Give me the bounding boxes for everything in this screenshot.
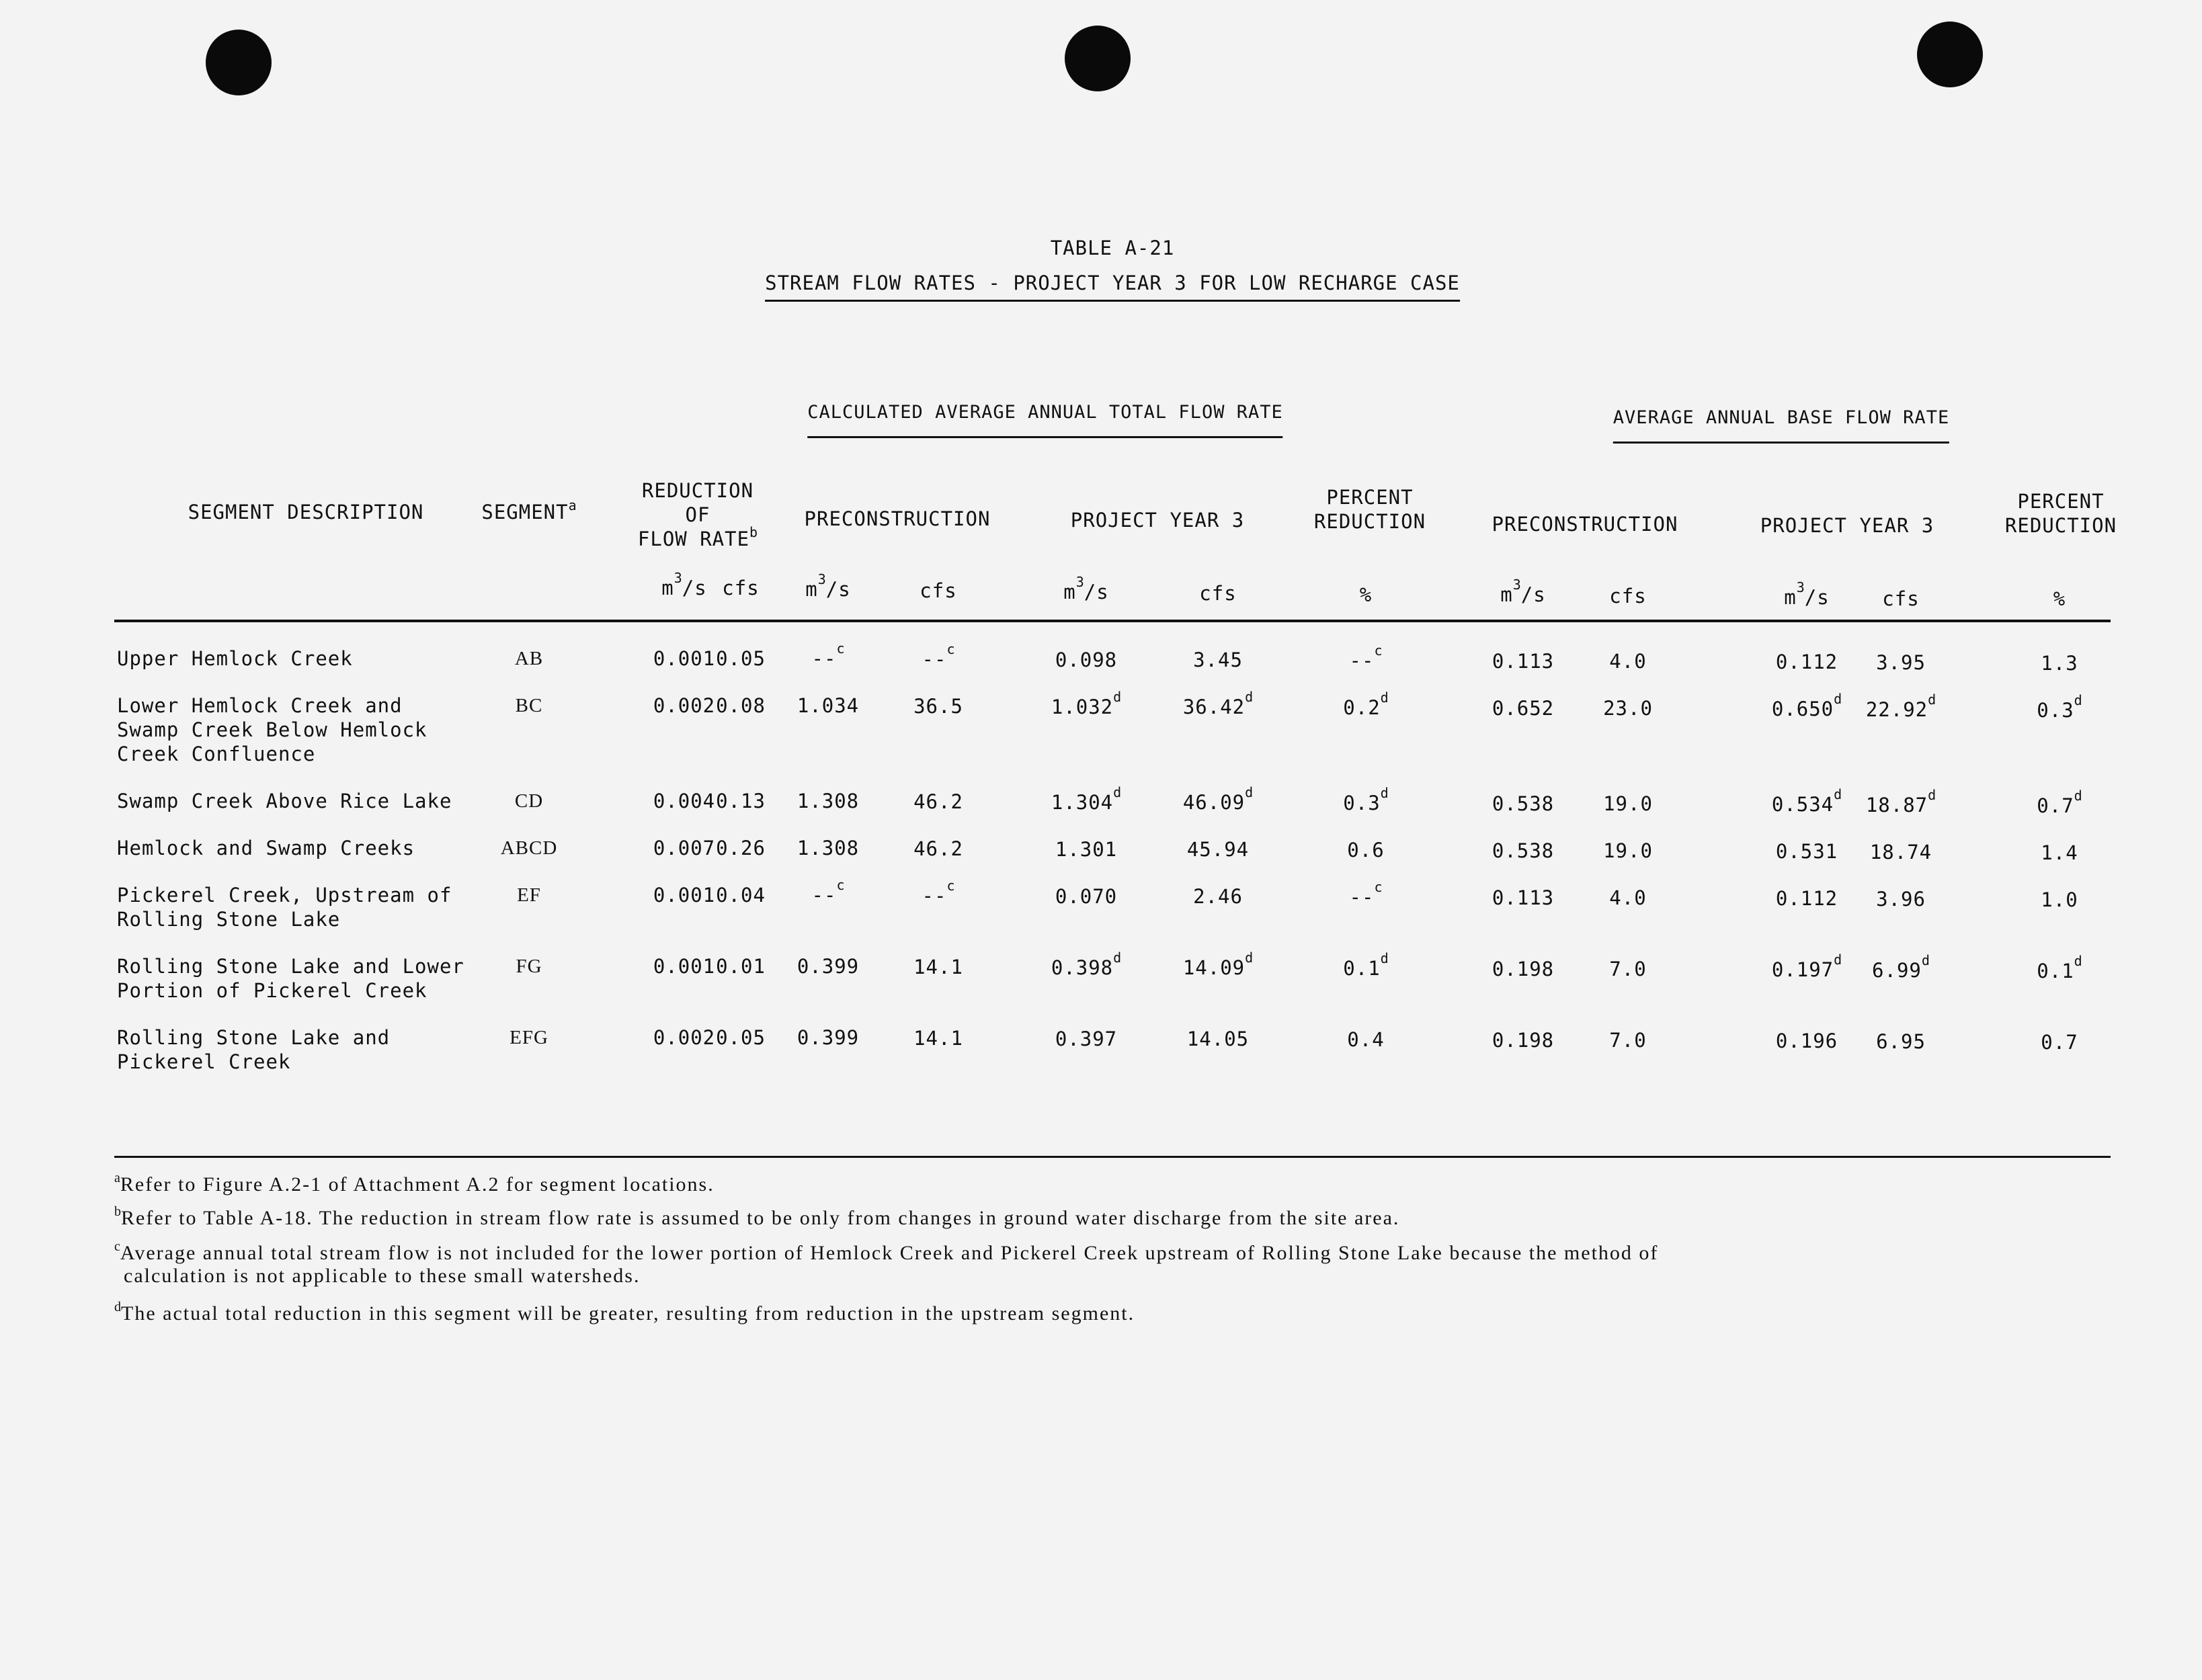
table-cell [1876, 1030, 1926, 1053]
unit-m3s-exponent: 3 [674, 570, 682, 586]
segment-code: ABCD [500, 837, 558, 859]
footnote-mark: d [1113, 689, 1122, 705]
cell-value: 0.6 [1347, 839, 1385, 862]
cell-value: 14.1 [913, 956, 963, 978]
cell-value: 1.308 [797, 790, 860, 812]
table-cell [1492, 1029, 1554, 1052]
table-cell [1876, 888, 1926, 911]
cell-value: 45.94 [1186, 838, 1250, 861]
footnote-mark: d [1113, 950, 1122, 966]
cell-value: 7.0 [1609, 1029, 1647, 1052]
cell-value: 19.0 [1603, 792, 1653, 815]
segment-description-line: Rolling Stone Lake and Lower [117, 955, 464, 978]
table-cell [1870, 841, 1932, 864]
header-percent-line2: REDUCTION [2004, 514, 2117, 537]
header-reduction-line2: OF [685, 503, 710, 526]
footnote-mark: d [1834, 691, 1842, 707]
segment-description-line: Hemlock and Swamp Creeks [117, 837, 415, 859]
unit-m3s-prefix: m [1784, 586, 1797, 609]
cell-value: -- [922, 884, 947, 907]
cell-value: 0.113 [1492, 650, 1555, 673]
table-cell [913, 837, 963, 860]
table-cell [1193, 885, 1243, 908]
footnote-mark: c [836, 877, 845, 893]
table-cell [1865, 787, 1936, 816]
table-cell [1349, 642, 1383, 672]
table-cell [2037, 953, 2082, 982]
segment-description-line: Pickerel Creek, Upstream of [117, 884, 452, 907]
footnote [114, 1204, 1400, 1230]
table-cell [1609, 1029, 1646, 1052]
footnote-mark: d [1380, 689, 1389, 706]
table-cell [922, 641, 955, 671]
segment-description [117, 694, 427, 766]
footnote-mark: d [1245, 784, 1254, 800]
table-cell [1492, 650, 1554, 673]
unit-m3s-exponent: 3 [1512, 577, 1521, 593]
segment-description-line: Rolling Stone Lake and [117, 1026, 391, 1049]
footnote-mark: d [1245, 689, 1254, 705]
table-cell [797, 790, 859, 812]
cell-value: 1.304 [1051, 791, 1114, 814]
cell-value: 7.0 [1609, 958, 1647, 980]
unit-m3s-suffix: /s [682, 577, 707, 599]
header-percent-line2: REDUCTION [1313, 510, 1426, 533]
segment-description-line: Lower Hemlock Creek and [117, 694, 403, 717]
punch-hole-left [206, 30, 272, 95]
cell-value: 0.1 [2037, 960, 2074, 982]
table-cell [1055, 648, 1117, 671]
cell-value: 23.0 [1603, 697, 1653, 720]
table-cell [1347, 839, 1384, 862]
footnote-mark: d [1921, 952, 1930, 968]
table-cell [653, 1026, 715, 1049]
cell-value: 22.92 [1865, 698, 1928, 721]
table-cell [811, 877, 845, 907]
cell-value: 0.399 [797, 1026, 860, 1049]
cell-value: 0.538 [1492, 792, 1555, 815]
footnote-mark: d [1380, 950, 1389, 966]
cell-value: 0.05 [716, 647, 766, 670]
unit-m3s-exponent: 3 [1075, 574, 1084, 590]
segment-description [117, 883, 452, 931]
cell-value: 36.42 [1182, 696, 1246, 718]
table-cell [1492, 886, 1554, 909]
cell-value: 19.0 [1603, 839, 1653, 862]
table-cell [1055, 885, 1117, 908]
unit-m3s-prefix: m [805, 578, 818, 601]
unit-m3s-suffix: /s [825, 578, 851, 601]
table-cell [716, 884, 766, 907]
cell-value: 2.46 [1193, 885, 1243, 908]
table-cell [1492, 839, 1554, 862]
header-reduction-line3-text: FLOW RATE [637, 528, 750, 550]
header-project-year-total: PROJECT YEAR 3 [1070, 509, 1245, 532]
unit-m3s-prefix: m [1500, 583, 1513, 606]
table-title: TABLE A-21 [1050, 237, 1175, 259]
unit-cfs: cfs [1609, 585, 1647, 607]
unit-m3s-prefix: m [661, 577, 674, 599]
table-cell [1865, 691, 1936, 721]
table-cell [913, 790, 963, 813]
cell-value: 0.538 [1492, 839, 1555, 862]
cell-value: 0.04 [716, 884, 766, 907]
footnote-mark: d [1928, 787, 1936, 803]
segment-description [117, 646, 353, 671]
table-cell [653, 837, 715, 859]
table-cell [1492, 697, 1554, 720]
cell-value: -- [1349, 649, 1375, 672]
table-cell [653, 647, 715, 670]
footnote-mark: c [1374, 879, 1383, 895]
table-cell [1343, 785, 1389, 814]
table-cell [1771, 691, 1842, 720]
cell-value: 14.1 [913, 1027, 963, 1050]
unit-cfs: cfs [1199, 582, 1237, 605]
header-percent-reduction-base [2005, 489, 2117, 538]
table-cell [1347, 1028, 1384, 1051]
cell-value: -- [811, 884, 837, 907]
cell-value: 0.198 [1492, 1029, 1555, 1052]
segment-code: EF [517, 884, 541, 906]
unit-m3s-suffix: /s [1804, 586, 1830, 609]
cell-value: 0.652 [1492, 697, 1555, 720]
unit-m3s-exponent: 3 [817, 571, 826, 587]
cell-value: 0.650 [1771, 698, 1834, 720]
table-cell [1776, 840, 1838, 863]
table-cell [2041, 841, 2078, 864]
cell-value: 0.399 [797, 955, 860, 978]
segment-code: AB [514, 648, 544, 669]
cell-value: 0.2 [1343, 696, 1381, 719]
unit-m3s [661, 570, 707, 599]
table-cell [913, 956, 963, 978]
table-cell [1051, 950, 1122, 979]
table-cell [1343, 689, 1389, 719]
table-cell [1187, 1027, 1249, 1050]
header-reduction-of-flow-rate [638, 478, 758, 551]
segment-description-line: Swamp Creek Below Hemlock [117, 718, 427, 741]
cell-value: 3.95 [1876, 651, 1926, 674]
footnote [114, 1173, 715, 1196]
table-cell [653, 694, 715, 717]
header-percent-line1: PERCENT [2017, 490, 2105, 513]
segment-description [117, 836, 415, 860]
cell-value: 0.398 [1051, 956, 1114, 979]
cell-value: 0.7 [2041, 1031, 2078, 1054]
unit-cfs: cfs [722, 577, 760, 599]
table-cell [797, 1026, 859, 1049]
cell-value: 0.007 [653, 837, 716, 859]
unit-m3s-exponent: 3 [1796, 579, 1805, 595]
punch-hole-center [1065, 26, 1131, 91]
table-cell [1776, 650, 1838, 673]
table-cell [653, 955, 715, 978]
footnote-text: The actual total reduction in this segment will be greater, resulting from reduction in the upstream segment. [121, 1302, 1135, 1325]
table-cell [1051, 689, 1122, 718]
cell-value: 0.112 [1775, 650, 1838, 673]
segment-description-line: Swamp Creek Above Rice Lake [117, 790, 452, 812]
footnote-text-continued: calculation is not applicable to these small watersheds. [124, 1265, 641, 1287]
footnote-text: Refer to Figure A.2-1 of Attachment A.2 for segment locations. [120, 1173, 715, 1195]
segment-code: EFG [509, 1027, 548, 1048]
cell-value: 0.13 [716, 790, 766, 812]
cell-value: 0.001 [653, 884, 716, 907]
footnote-mark: d [1380, 785, 1389, 801]
unit-percent: % [2053, 587, 2066, 610]
header-segment-label: SEGMENT [481, 501, 569, 523]
cell-value: -- [1349, 886, 1375, 909]
cell-value: 1.3 [2041, 652, 2078, 675]
bottom-rule [114, 1156, 2111, 1158]
cell-value: 18.87 [1865, 794, 1928, 816]
cell-value: 0.198 [1492, 958, 1555, 980]
cell-value: 14.09 [1182, 956, 1246, 979]
footnote-mark: d [1834, 952, 1842, 968]
unit-m3s [1500, 577, 1546, 606]
table-cell [716, 955, 766, 978]
footnote-mark: d [1113, 784, 1122, 800]
table-cell [2037, 788, 2082, 817]
punch-hole-right [1917, 22, 1983, 87]
cell-value: -- [922, 648, 947, 671]
cell-value: 1.301 [1055, 838, 1118, 861]
table-cell [1776, 1030, 1838, 1052]
table-cell [716, 790, 766, 812]
table-cell [2037, 692, 2082, 722]
cell-value: 14.05 [1186, 1027, 1250, 1050]
table-cell [1609, 650, 1646, 673]
cell-value: 1.034 [797, 694, 860, 717]
cell-value: 18.74 [1869, 841, 1932, 864]
table-cell [1771, 786, 1842, 816]
cell-value: 0.197 [1771, 958, 1834, 981]
segment-code: CD [514, 790, 544, 812]
cell-value: 4.0 [1609, 886, 1647, 909]
table-cell [716, 1026, 766, 1049]
footnote-mark: d [2074, 788, 2082, 804]
unit-m3s-suffix: /s [1084, 581, 1109, 603]
footnote-mark: d [1928, 691, 1936, 708]
header-percent-reduction-total [1314, 485, 1426, 534]
footnote-mark: d [1834, 786, 1842, 802]
footnote-mark: d [2074, 953, 2082, 969]
header-reduction-footnote-mark: b [749, 524, 758, 540]
segment-description-line: Portion of Pickerel Creek [117, 979, 427, 1002]
footnote-mark: a [114, 1171, 120, 1185]
segment-description-line: Creek Confluence [117, 743, 316, 765]
table-cell [1876, 651, 1926, 674]
cell-value: 0.534 [1771, 793, 1834, 816]
cell-value: 0.531 [1775, 840, 1838, 863]
table-cell [797, 694, 859, 717]
table-cell [653, 884, 715, 907]
cell-value: 46.2 [913, 790, 963, 813]
cell-value: 4.0 [1609, 650, 1647, 673]
cell-value: 36.5 [913, 695, 963, 718]
table-cell [811, 640, 845, 670]
table-cell [1776, 887, 1838, 910]
unit-m3s-suffix: /s [1520, 583, 1546, 606]
cell-value: 3.96 [1876, 888, 1926, 911]
header-rule [114, 620, 2111, 622]
table-cell [1492, 792, 1554, 815]
cell-value: 0.01 [716, 955, 766, 978]
header-segment-footnote-mark: a [568, 497, 577, 513]
table-cell [1609, 886, 1646, 909]
cell-value: 0.7 [2037, 794, 2074, 817]
footnote-mark: b [114, 1204, 121, 1219]
footnote-mark: c [836, 640, 845, 657]
cell-value: 0.1 [1343, 957, 1381, 980]
segment-description [117, 789, 452, 813]
footnote-mark: d [1245, 950, 1254, 966]
footnote [114, 1239, 1659, 1288]
footnote-mark: d [114, 1300, 121, 1314]
table-cell [1349, 879, 1383, 909]
header-project-year-base: PROJECT YEAR 3 [1760, 514, 1934, 537]
cell-value: 0.070 [1055, 885, 1118, 908]
unit-m3s [1063, 574, 1109, 603]
footnote-mark: c [946, 641, 955, 657]
table-cell [1603, 697, 1653, 720]
cell-value: 0.4 [1347, 1028, 1385, 1051]
table-cell [716, 694, 766, 717]
table-cell [913, 695, 963, 718]
table-cell [797, 837, 859, 859]
table-cell [1492, 958, 1554, 980]
cell-value: 0.05 [716, 1026, 766, 1049]
cell-value: 0.08 [716, 694, 766, 717]
segment-description-line: Pickerel Creek [117, 1050, 291, 1073]
unit-m3s [805, 571, 851, 601]
table-cell [653, 790, 715, 812]
header-segment-description: SEGMENT DESCRIPTION [188, 501, 424, 523]
table-cell [1055, 1027, 1117, 1050]
header-segment [481, 497, 577, 524]
footnote-mark: c [946, 878, 955, 894]
footnote-mark: c [114, 1239, 120, 1254]
table-cell [1771, 952, 1842, 981]
header-reduction-line3 [637, 524, 758, 551]
cell-value: 0.113 [1492, 886, 1555, 909]
unit-m3s [1784, 579, 1830, 609]
cell-value: 0.26 [716, 837, 766, 859]
cell-value: 0.002 [653, 694, 716, 717]
cell-value: 0.397 [1055, 1027, 1118, 1050]
table-cell [1182, 950, 1254, 979]
segment-description-line: Upper Hemlock Creek [117, 647, 353, 670]
table-subtitle: STREAM FLOW RATES - PROJECT YEAR 3 FOR LOW RECHARGE CASE [765, 271, 1460, 302]
cell-value: 3.45 [1193, 648, 1243, 671]
table-cell [1055, 838, 1117, 861]
segment-description [117, 954, 464, 1003]
header-percent-line1: PERCENT [1326, 486, 1414, 509]
table-cell [716, 837, 766, 859]
unit-cfs: cfs [920, 579, 957, 602]
cell-value: 1.032 [1051, 696, 1114, 718]
group-header-total-flow: CALCULATED AVERAGE ANNUAL TOTAL FLOW RATE [807, 402, 1282, 438]
table-cell [716, 647, 766, 670]
table-cell [1182, 784, 1254, 814]
cell-value: 0.3 [2037, 699, 2074, 722]
cell-value: 0.3 [1343, 792, 1381, 814]
table-cell [2041, 888, 2078, 911]
segment-code: BC [515, 695, 543, 716]
cell-value: 46.2 [913, 837, 963, 860]
cell-value: 1.4 [2041, 841, 2078, 864]
table-cell [922, 878, 955, 907]
footnote-text: Average annual total stream flow is not included for the lower portion of Hemlock Creek and Pickerel Creek upstream of Rolling Stone Lake because the method of [120, 1242, 1659, 1264]
cell-value: 0.001 [653, 955, 716, 978]
cell-value: 0.004 [653, 790, 716, 812]
table-cell [1187, 838, 1249, 861]
table-cell [2041, 1031, 2078, 1054]
header-reduction-line1: REDUCTION [641, 479, 754, 502]
table-cell [1182, 689, 1254, 718]
cell-value: 46.09 [1182, 791, 1246, 814]
cell-value: 1.0 [2041, 888, 2078, 911]
unit-cfs: cfs [1882, 587, 1920, 610]
cell-value: 1.308 [797, 837, 860, 859]
table-cell [1872, 952, 1930, 982]
cell-value: -- [811, 647, 837, 670]
cell-value: 0.098 [1055, 648, 1118, 671]
footnote-mark: d [2074, 692, 2082, 708]
table-cell [1193, 648, 1243, 671]
footnote-text: Refer to Table A-18. The reduction in stream flow rate is assumed to be only from changes in ground water discharge from the site area. [121, 1207, 1400, 1229]
unit-percent: % [1359, 583, 1373, 606]
cell-value: 0.001 [653, 647, 716, 670]
table-cell [1609, 958, 1646, 980]
table-cell [797, 955, 859, 978]
table-cell [1051, 784, 1122, 814]
cell-value: 6.95 [1876, 1030, 1926, 1053]
footnote-mark: c [1374, 642, 1383, 659]
cell-value: 0.112 [1775, 887, 1838, 910]
header-preconstruction-base: PRECONSTRUCTION [1492, 513, 1678, 536]
segment-code: FG [516, 956, 542, 977]
table-cell [1343, 950, 1389, 980]
header-preconstruction-total: PRECONSTRUCTION [804, 507, 991, 530]
table-cell [1603, 839, 1653, 862]
footnote [114, 1302, 1135, 1325]
cell-value: 0.002 [653, 1026, 716, 1049]
segment-description-line: Rolling Stone Lake [117, 908, 341, 931]
table-cell [1603, 792, 1653, 815]
segment-description [117, 1025, 390, 1074]
unit-m3s-prefix: m [1063, 581, 1076, 603]
group-header-base-flow: AVERAGE ANNUAL BASE FLOW RATE [1613, 407, 1949, 444]
table-cell [2041, 652, 2078, 675]
cell-value: 6.99 [1872, 959, 1922, 982]
table-cell [913, 1027, 963, 1050]
cell-value: 0.196 [1775, 1030, 1838, 1052]
